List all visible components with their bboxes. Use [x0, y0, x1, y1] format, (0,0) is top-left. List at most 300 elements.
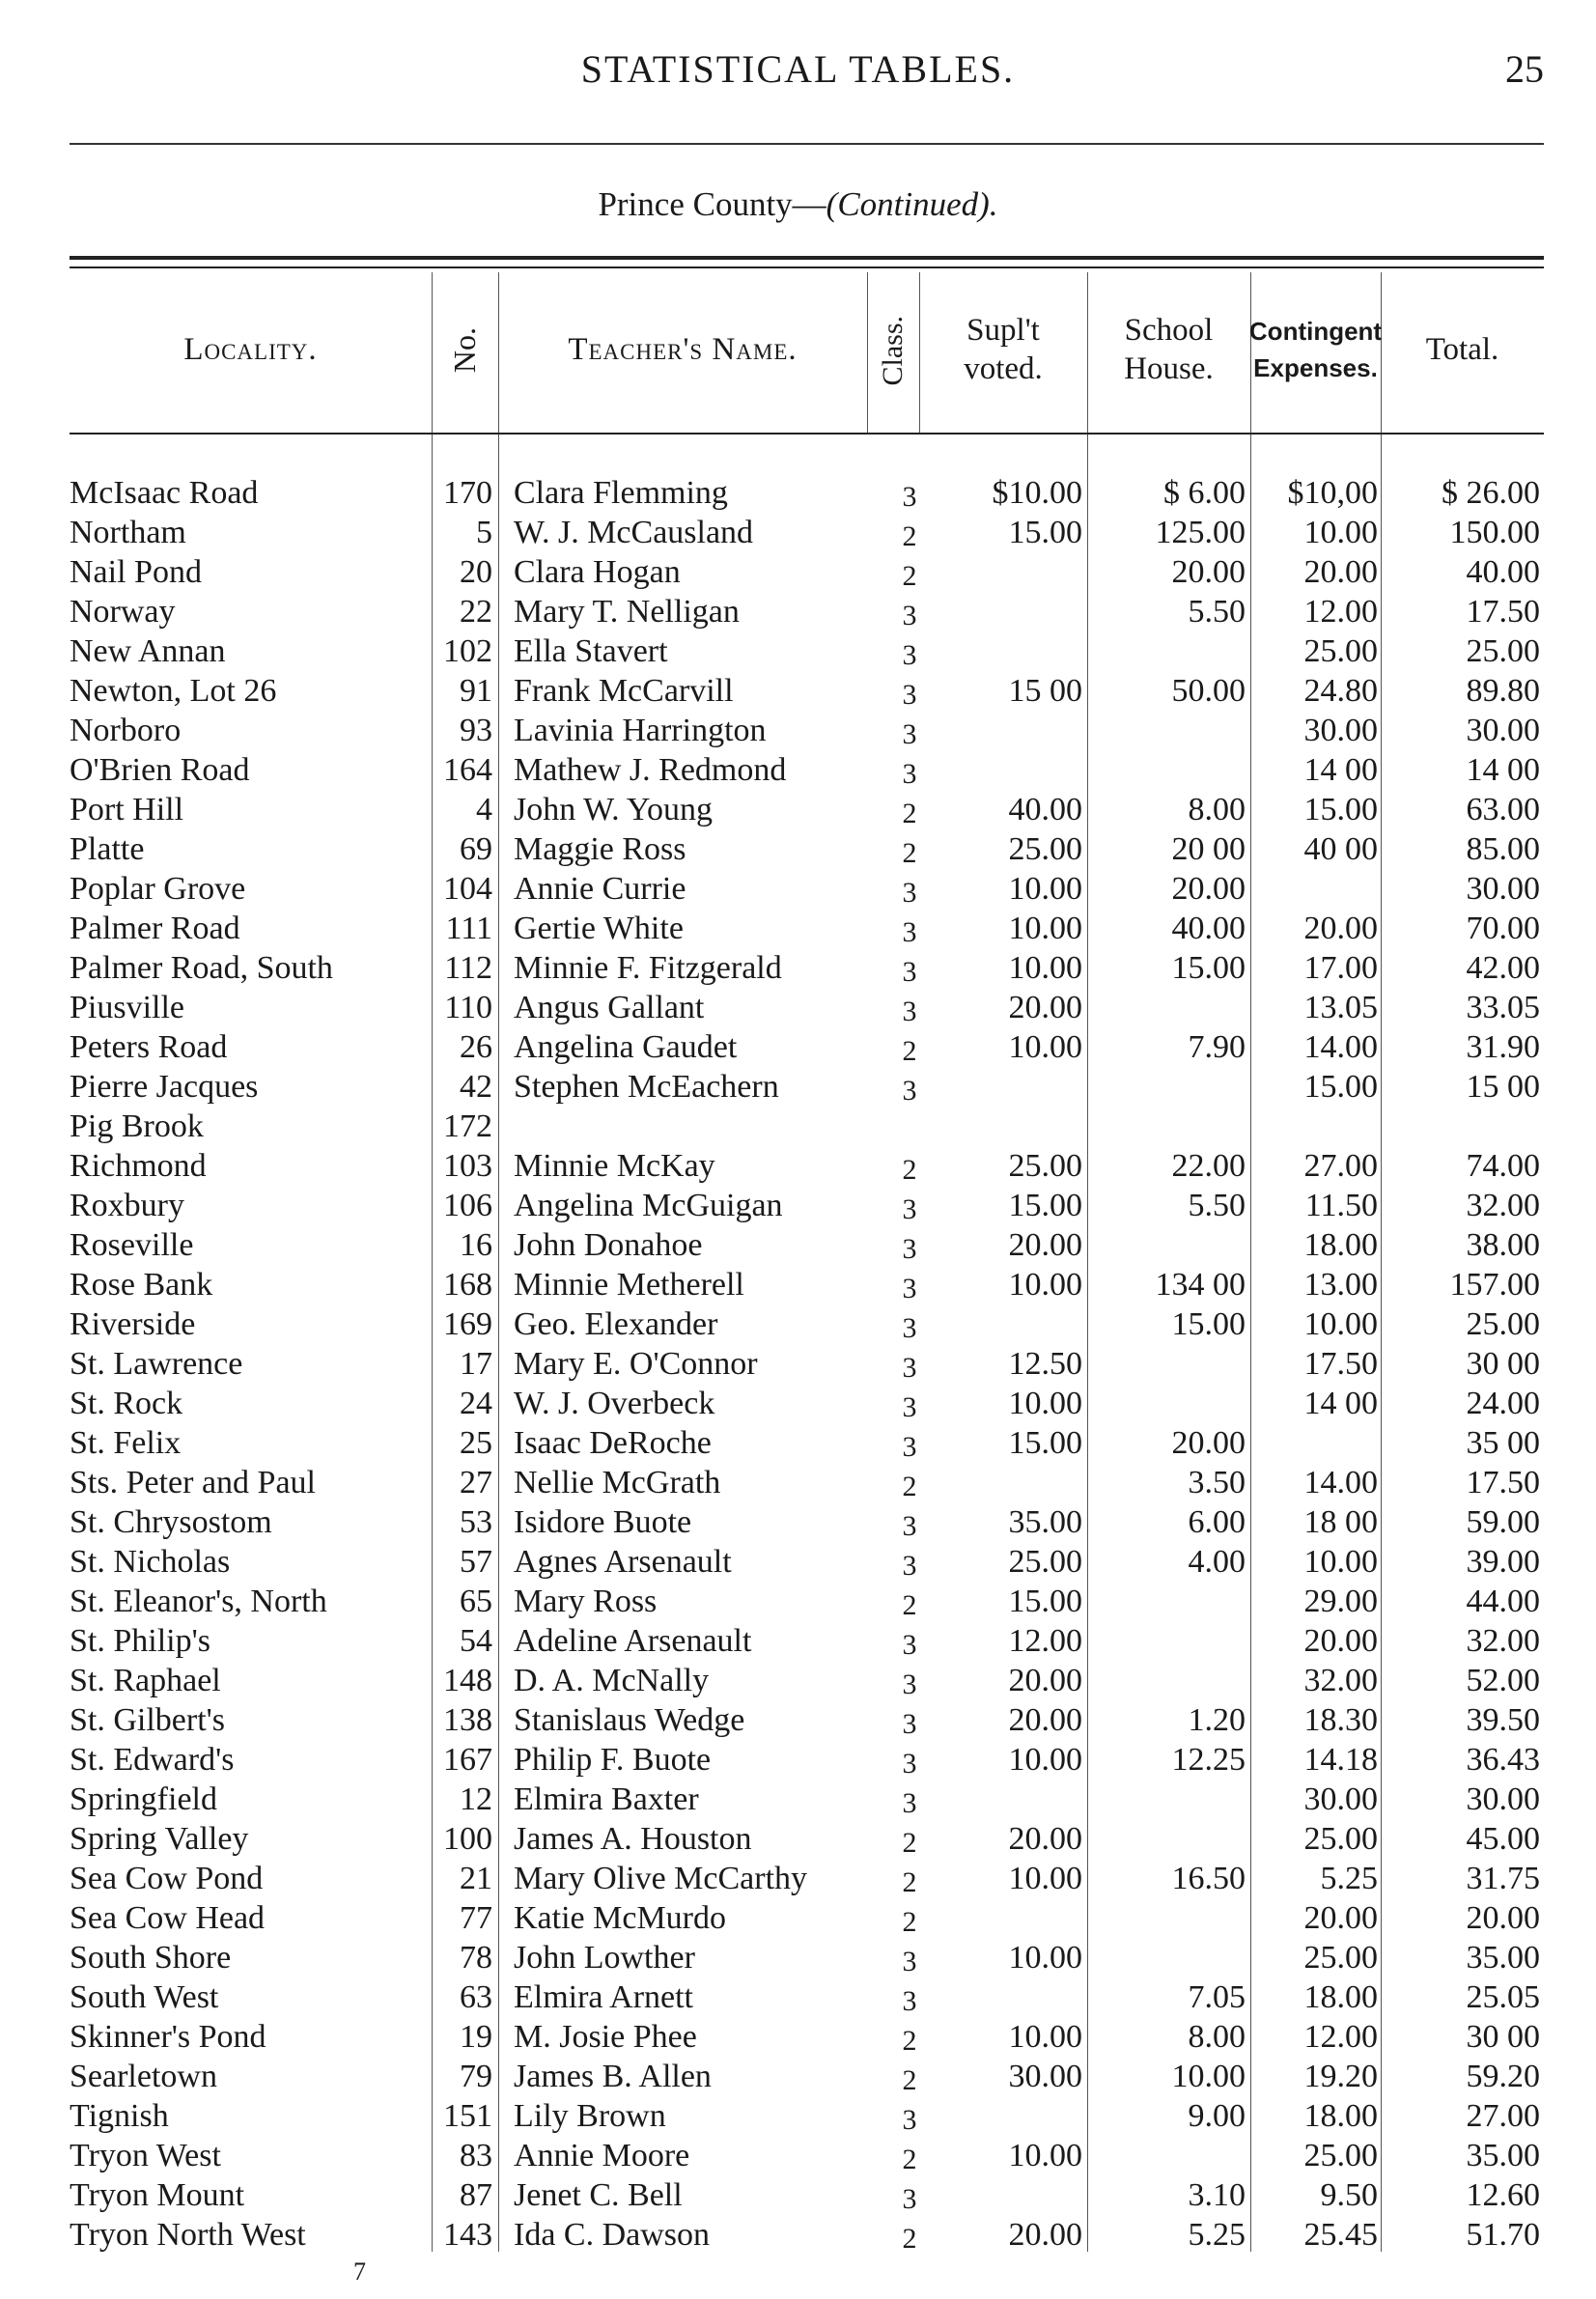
table-row	[0, 1027, 1596, 1067]
teacher-name-cell: Mary T. Nelligan	[514, 594, 740, 630]
class-cell: 3	[902, 1193, 917, 1225]
header-supplement-l1: Supl't	[966, 313, 1040, 349]
class-cell: 3	[902, 2104, 917, 2136]
locality-cell: Tignish	[70, 2098, 169, 2134]
table-row	[0, 473, 1596, 513]
teacher-name-cell: W. J. McCausland	[514, 515, 754, 550]
class-cell: 2	[902, 2064, 917, 2096]
table-row	[0, 988, 1596, 1027]
school-house-cell: 5.25	[1188, 2217, 1246, 2253]
table-row	[0, 1107, 1596, 1146]
locality-cell: Roxbury	[70, 1188, 184, 1223]
header-supplement	[919, 272, 1087, 429]
number-cell: 21	[460, 1861, 492, 1896]
total-cell: 30 00	[1466, 2019, 1540, 2055]
supplement-cell: 10.00	[1008, 871, 1082, 907]
school-house-cell: 3.50	[1188, 1465, 1246, 1500]
table-row	[0, 1146, 1596, 1186]
total-cell: 45.00	[1466, 1821, 1540, 1857]
number-cell: 167	[443, 1742, 492, 1778]
teacher-name-cell: Minnie Metherell	[514, 1267, 744, 1303]
total-cell: 31.75	[1466, 1861, 1540, 1896]
class-cell: 3	[902, 1550, 917, 1582]
contingent-cell: 10.00	[1303, 1544, 1378, 1580]
total-cell: 25.00	[1466, 633, 1540, 669]
school-house-cell: 134 00	[1155, 1267, 1246, 1303]
table-row	[0, 2215, 1596, 2255]
teacher-name-cell: Clara Flemming	[514, 475, 728, 511]
class-cell: 3	[902, 1787, 917, 1819]
number-cell: 93	[460, 713, 492, 748]
teacher-name-cell: Annie Currie	[514, 871, 686, 907]
class-cell: 3	[902, 1273, 917, 1304]
teacher-name-cell: Isidore Buote	[514, 1504, 692, 1540]
supplement-cell: 20.00	[1008, 1702, 1082, 1738]
table-row	[0, 1344, 1596, 1384]
school-house-cell: 5.50	[1188, 1188, 1246, 1223]
number-cell: 151	[443, 2098, 492, 2134]
school-house-cell: 50.00	[1171, 673, 1246, 709]
number-cell: 4	[476, 792, 492, 827]
supplement-cell: 10.00	[1008, 1267, 1082, 1303]
class-cell: 3	[902, 1391, 917, 1423]
teacher-name-cell: Agnes Arsenault	[514, 1544, 732, 1580]
locality-cell: New Annan	[70, 633, 226, 669]
teacher-name-cell: Elmira Baxter	[514, 1781, 699, 1817]
supplement-cell: 15.00	[1008, 1188, 1082, 1223]
table-row	[0, 948, 1596, 988]
table-row	[0, 631, 1596, 671]
locality-cell: Nail Pond	[70, 554, 202, 590]
contingent-cell: $10,00	[1287, 475, 1378, 511]
number-cell: 110	[444, 990, 492, 1025]
class-cell: 3	[902, 639, 917, 671]
number-cell: 148	[443, 1663, 492, 1698]
footer-mark: 7	[353, 2257, 366, 2285]
teacher-name-cell: Mary Ross	[514, 1584, 658, 1619]
number-cell: 170	[443, 475, 492, 511]
supplement-cell: 20.00	[1008, 1821, 1082, 1857]
school-house-cell: $ 6.00	[1163, 475, 1246, 511]
contingent-cell: 25.45	[1303, 2217, 1378, 2253]
contingent-cell: 20.00	[1303, 554, 1378, 590]
teacher-name-cell: Mary E. O'Connor	[514, 1346, 758, 1382]
teacher-name-cell: Adeline Arsenault	[514, 1623, 752, 1659]
class-cell: 2	[902, 1866, 917, 1898]
locality-cell: St. Edward's	[70, 1742, 235, 1778]
header-class	[867, 272, 919, 429]
contingent-cell: 17.00	[1303, 950, 1378, 986]
table-row	[0, 1621, 1596, 1661]
total-cell: $ 26.00	[1442, 475, 1540, 511]
contingent-cell: 14 00	[1303, 752, 1378, 788]
contingent-cell: 17.50	[1303, 1346, 1378, 1382]
contingent-cell: 20.00	[1303, 1900, 1378, 1936]
class-cell: 3	[902, 1233, 917, 1265]
total-cell: 40.00	[1466, 554, 1540, 590]
total-cell: 36.43	[1466, 1742, 1540, 1778]
table-top-rule	[70, 256, 1544, 260]
contingent-cell: 10.00	[1303, 1306, 1378, 1342]
school-house-cell: 16.50	[1171, 1861, 1246, 1896]
total-cell: 39.50	[1466, 1702, 1540, 1738]
supplement-cell: 20.00	[1008, 1663, 1082, 1698]
locality-cell: Norboro	[70, 713, 182, 748]
number-cell: 91	[460, 673, 492, 709]
teacher-name-cell: John W. Young	[514, 792, 713, 827]
school-house-cell: 10.00	[1171, 2059, 1246, 2094]
table-row	[0, 1819, 1596, 1859]
contingent-cell: 30.00	[1303, 713, 1378, 748]
class-cell: 3	[902, 1431, 917, 1463]
number-cell: 111	[445, 911, 492, 946]
table-row	[0, 1859, 1596, 1898]
number-cell: 24	[460, 1386, 492, 1421]
supplement-cell: $10.00	[992, 475, 1082, 511]
locality-cell: Norway	[70, 594, 176, 630]
page-title: STATISTICAL TABLES.	[580, 47, 1016, 91]
supplement-cell: 10.00	[1008, 1861, 1082, 1896]
table-row	[0, 513, 1596, 552]
locality-cell: Newton, Lot 26	[70, 673, 277, 709]
table-row	[0, 1225, 1596, 1265]
class-cell: 3	[902, 1668, 917, 1700]
school-house-cell: 20.00	[1171, 1425, 1246, 1461]
total-cell: 35 00	[1466, 1425, 1540, 1461]
number-cell: 54	[460, 1623, 492, 1659]
contingent-cell: 40 00	[1303, 831, 1378, 867]
class-cell: 3	[902, 2183, 917, 2215]
total-cell: 20.00	[1466, 1900, 1540, 1936]
teacher-name-cell: Annie Moore	[514, 2138, 690, 2173]
locality-cell: St. Raphael	[70, 1663, 221, 1698]
total-cell: 30.00	[1466, 713, 1540, 748]
number-cell: 164	[443, 752, 492, 788]
number-cell: 19	[460, 2019, 492, 2055]
total-cell: 85.00	[1466, 831, 1540, 867]
contingent-cell: 25.00	[1303, 633, 1378, 669]
class-cell: 3	[902, 916, 917, 948]
school-house-cell: 7.05	[1188, 1979, 1246, 2015]
number-cell: 16	[460, 1227, 492, 1263]
table-row	[0, 2136, 1596, 2175]
total-cell: 15 00	[1466, 1069, 1540, 1105]
total-cell: 35.00	[1466, 1940, 1540, 1976]
table-row	[0, 1898, 1596, 1938]
supplement-cell: 10.00	[1008, 1029, 1082, 1065]
supplement-cell: 20.00	[1008, 1227, 1082, 1263]
total-cell: 52.00	[1466, 1663, 1540, 1698]
class-cell: 2	[902, 2223, 917, 2255]
total-cell: 70.00	[1466, 911, 1540, 946]
teacher-name-cell: Katie McMurdo	[514, 1900, 727, 1936]
number-cell: 100	[443, 1821, 492, 1857]
total-cell: 74.00	[1466, 1148, 1540, 1184]
class-cell: 3	[902, 600, 917, 631]
contingent-cell: 18.00	[1303, 1979, 1378, 2015]
table-row	[0, 1977, 1596, 2017]
school-house-cell: 7.90	[1188, 1029, 1246, 1065]
supplement-cell: 20.00	[1008, 2217, 1082, 2253]
contingent-cell: 27.00	[1303, 1148, 1378, 1184]
supplement-cell: 15.00	[1008, 1425, 1082, 1461]
table-row	[0, 1661, 1596, 1700]
header-school-l2: House.	[1124, 351, 1214, 386]
teacher-name-cell: Stephen McEachern	[514, 1069, 779, 1105]
number-cell: 17	[460, 1346, 492, 1382]
class-cell: 3	[902, 718, 917, 750]
class-cell: 3	[902, 679, 917, 711]
number-cell: 57	[460, 1544, 492, 1580]
contingent-cell: 32.00	[1303, 1663, 1378, 1698]
contingent-cell: 20.00	[1303, 1623, 1378, 1659]
total-cell: 17.50	[1466, 1465, 1540, 1500]
class-cell: 2	[902, 560, 917, 592]
teacher-name-cell: Philip F. Buote	[514, 1742, 712, 1778]
table-row	[0, 2057, 1596, 2096]
number-cell: 103	[443, 1148, 492, 1184]
school-house-cell: 22.00	[1171, 1148, 1246, 1184]
teacher-name-cell: Ella Stavert	[514, 633, 668, 669]
teacher-name-cell: Angelina McGuigan	[514, 1188, 783, 1223]
table-row	[0, 2017, 1596, 2057]
class-cell: 3	[902, 877, 917, 909]
locality-cell: Poplar Grove	[70, 871, 246, 907]
locality-cell: St. Felix	[70, 1425, 182, 1461]
table-subtitle	[0, 185, 1596, 224]
locality-cell: Tryon West	[70, 2138, 221, 2173]
contingent-cell: 15.00	[1303, 792, 1378, 827]
contingent-cell: 18.30	[1303, 1702, 1378, 1738]
teacher-name-cell: Lavinia Harrington	[514, 713, 767, 748]
number-cell: 27	[460, 1465, 492, 1500]
class-cell: 3	[902, 1629, 917, 1661]
number-cell: 102	[443, 633, 492, 669]
teacher-name-cell: Geo. Elexander	[514, 1306, 718, 1342]
contingent-cell: 25.00	[1303, 1821, 1378, 1857]
table-row	[0, 2175, 1596, 2215]
locality-cell: Tryon North West	[70, 2217, 306, 2253]
class-cell: 3	[902, 956, 917, 988]
school-house-cell: 8.00	[1188, 2019, 1246, 2055]
locality-cell: Roseville	[70, 1227, 194, 1263]
supplement-cell: 25.00	[1008, 1544, 1082, 1580]
locality-cell: St. Gilbert's	[70, 1702, 226, 1738]
locality-cell: Riverside	[70, 1306, 196, 1342]
number-cell: 20	[460, 554, 492, 590]
supplement-cell: 25.00	[1008, 1148, 1082, 1184]
locality-cell: St. Nicholas	[70, 1544, 231, 1580]
contingent-cell: 18.00	[1303, 2098, 1378, 2134]
class-cell: 2	[902, 1827, 917, 1859]
contingent-cell: 19.20	[1303, 2059, 1378, 2094]
subtitle-main: Prince County—	[598, 185, 826, 223]
contingent-cell: 25.00	[1303, 1940, 1378, 1976]
table-row	[0, 711, 1596, 750]
contingent-cell: 13.00	[1303, 1267, 1378, 1303]
number-cell: 87	[460, 2177, 492, 2213]
number-cell: 53	[460, 1504, 492, 1540]
contingent-cell: 14 00	[1303, 1386, 1378, 1421]
header-contingent-l2: Expenses.	[1253, 353, 1378, 382]
class-cell: 2	[902, 2144, 917, 2175]
total-cell: 12.60	[1466, 2177, 1540, 2213]
locality-cell: St. Lawrence	[70, 1346, 243, 1382]
locality-cell: South West	[70, 1979, 219, 2015]
contingent-cell: 14.00	[1303, 1029, 1378, 1065]
header-locality: Locality.	[183, 332, 318, 368]
locality-cell: Skinner's Pond	[70, 2019, 266, 2055]
class-cell: 2	[902, 520, 917, 552]
teacher-name-cell: M. Josie Phee	[514, 2019, 697, 2055]
supplement-cell: 10.00	[1008, 911, 1082, 946]
locality-cell: Sea Cow Head	[70, 1900, 266, 1936]
school-house-cell: 1.20	[1188, 1702, 1246, 1738]
locality-cell: Sea Cow Pond	[70, 1861, 264, 1896]
table-row	[0, 592, 1596, 631]
locality-cell: Palmer Road	[70, 911, 240, 946]
school-house-cell: 125.00	[1155, 515, 1246, 550]
header-class-label: Class.	[877, 315, 909, 386]
number-cell: 12	[460, 1781, 492, 1817]
contingent-cell: 14.00	[1303, 1465, 1378, 1500]
locality-cell: Northam	[70, 515, 186, 550]
total-cell: 38.00	[1466, 1227, 1540, 1263]
class-cell: 2	[902, 2025, 917, 2057]
class-cell: 3	[902, 1075, 917, 1107]
contingent-cell: 18.00	[1303, 1227, 1378, 1263]
teacher-name-cell: Nellie McGrath	[514, 1465, 721, 1500]
locality-cell: Richmond	[70, 1148, 207, 1184]
number-cell: 172	[443, 1108, 492, 1144]
table-row	[0, 790, 1596, 829]
number-cell: 22	[460, 594, 492, 630]
school-house-cell: 12.25	[1171, 1742, 1246, 1778]
total-cell: 32.00	[1466, 1623, 1540, 1659]
table-row	[0, 2096, 1596, 2136]
teacher-name-cell: W. J. Overbeck	[514, 1386, 715, 1421]
class-cell: 3	[902, 1946, 917, 1977]
locality-cell: O'Brien Road	[70, 752, 250, 788]
total-cell: 25.00	[1466, 1306, 1540, 1342]
locality-cell: Sts. Peter and Paul	[70, 1465, 316, 1500]
number-cell: 143	[443, 2217, 492, 2253]
table-row	[0, 909, 1596, 948]
table-row	[0, 552, 1596, 592]
teacher-name-cell: John Donahoe	[514, 1227, 703, 1263]
supplement-cell: 15 00	[1008, 673, 1082, 709]
school-house-cell: 20.00	[1171, 554, 1246, 590]
locality-cell: Searletown	[70, 2059, 217, 2094]
supplement-cell: 12.50	[1008, 1346, 1082, 1382]
number-cell: 69	[460, 831, 492, 867]
locality-cell: Port Hill	[70, 792, 184, 827]
contingent-cell: 20.00	[1303, 911, 1378, 946]
class-cell: 3	[902, 758, 917, 790]
school-house-cell: 9.00	[1188, 2098, 1246, 2134]
header-no	[432, 272, 498, 429]
teacher-name-cell: Minnie McKay	[514, 1148, 715, 1184]
supplement-cell: 35.00	[1008, 1504, 1082, 1540]
subtitle-continued: (Continued).	[826, 185, 998, 223]
supplement-cell: 10.00	[1008, 1940, 1082, 1976]
header-rule	[70, 143, 1544, 145]
total-cell: 27.00	[1466, 2098, 1540, 2134]
number-cell: 25	[460, 1425, 492, 1461]
school-house-cell: 3.10	[1188, 2177, 1246, 2213]
locality-cell: Pig Brook	[70, 1108, 204, 1144]
supplement-cell: 10.00	[1008, 950, 1082, 986]
school-house-cell: 15.00	[1171, 950, 1246, 986]
school-house-cell: 8.00	[1188, 792, 1246, 827]
teacher-name-cell: Angelina Gaudet	[514, 1029, 738, 1065]
class-cell: 3	[902, 1748, 917, 1780]
table-row	[0, 1463, 1596, 1502]
total-cell: 31.90	[1466, 1029, 1540, 1065]
teacher-name-cell: Angus Gallant	[514, 990, 705, 1025]
total-cell: 42.00	[1466, 950, 1540, 986]
supplement-cell: 10.00	[1008, 2138, 1082, 2173]
teacher-name-cell: Ida C. Dawson	[514, 2217, 711, 2253]
contingent-cell: 11.50	[1304, 1188, 1378, 1223]
table-row	[0, 1502, 1596, 1542]
total-cell: 59.00	[1466, 1504, 1540, 1540]
number-cell: 5	[476, 515, 492, 550]
locality-cell: St. Chrysostom	[70, 1504, 272, 1540]
class-cell: 3	[902, 1312, 917, 1344]
class-cell: 2	[902, 798, 917, 829]
supplement-cell: 15.00	[1008, 1584, 1082, 1619]
total-cell: 30.00	[1466, 1781, 1540, 1817]
table-row	[0, 1700, 1596, 1740]
contingent-cell: 14.18	[1303, 1742, 1378, 1778]
supplement-cell: 10.00	[1008, 2019, 1082, 2055]
locality-cell: Spring Valley	[70, 1821, 249, 1857]
school-house-cell: 4.00	[1188, 1544, 1246, 1580]
locality-cell: St. Eleanor's, North	[70, 1584, 327, 1619]
teacher-name-cell: Minnie F. Fitzgerald	[514, 950, 782, 986]
locality-cell: Palmer Road, South	[70, 950, 333, 986]
table-row	[0, 1582, 1596, 1621]
table-row	[0, 671, 1596, 711]
header-teacher: Teacher's Name.	[568, 332, 798, 368]
school-house-cell: 20.00	[1171, 871, 1246, 907]
class-cell: 3	[902, 1708, 917, 1740]
contingent-cell: 24.80	[1303, 673, 1378, 709]
contingent-cell: 13.05	[1303, 990, 1378, 1025]
class-cell: 3	[902, 1510, 917, 1542]
header-supplement-l2: voted.	[964, 351, 1043, 386]
table-row	[0, 1265, 1596, 1304]
class-cell: 2	[902, 1589, 917, 1621]
supplement-cell: 20.00	[1008, 990, 1082, 1025]
locality-cell: Peters Road	[70, 1029, 228, 1065]
total-cell: 35.00	[1466, 2138, 1540, 2173]
contingent-cell: 5.25	[1320, 1861, 1378, 1896]
number-cell: 83	[460, 2138, 492, 2173]
page-number: 25	[1505, 47, 1544, 91]
number-cell: 168	[443, 1267, 492, 1303]
teacher-name-cell: Mathew J. Redmond	[514, 752, 787, 788]
table-row	[0, 1423, 1596, 1463]
total-cell: 89.80	[1466, 673, 1540, 709]
total-cell: 14 00	[1466, 752, 1540, 788]
number-cell: 169	[443, 1306, 492, 1342]
school-house-cell: 20 00	[1171, 831, 1246, 867]
teacher-name-cell: John Lowther	[514, 1940, 695, 1976]
table-row	[0, 1938, 1596, 1977]
teacher-name-cell: Frank McCarvill	[514, 673, 734, 709]
